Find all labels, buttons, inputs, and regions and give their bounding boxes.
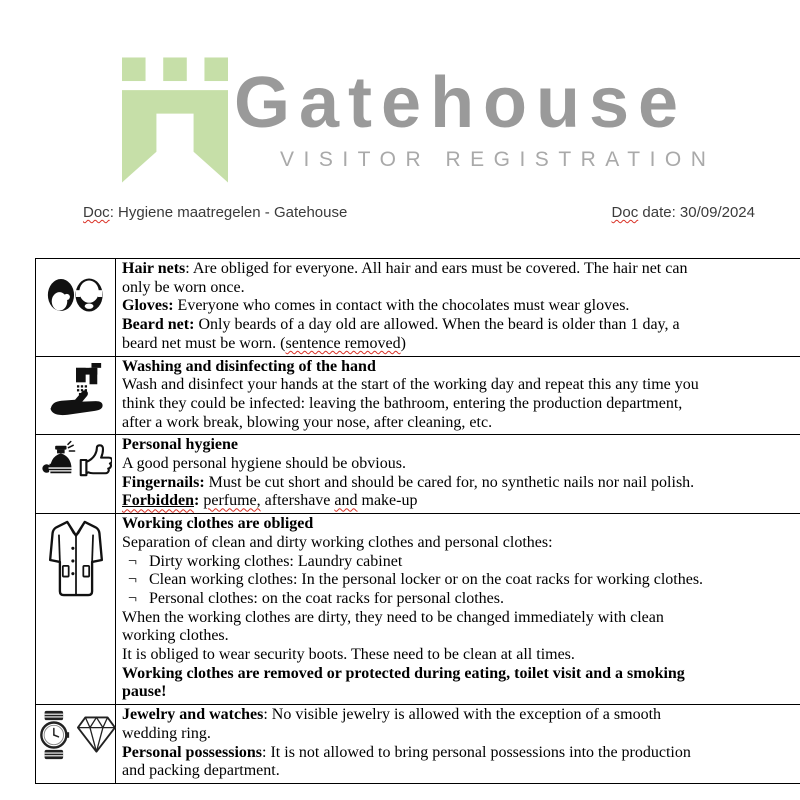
castle-gate-icon: [122, 55, 228, 185]
brand-tagline: VISITOR REGISTRATION: [280, 148, 716, 171]
text-segment: Washing and disinfecting of the hand: [122, 357, 376, 375]
text-segment: perfume,: [203, 492, 261, 510]
text-segment: Everyone who comes in contact with the chocolates must wear gloves.: [173, 297, 630, 315]
rule-paragraph: [122, 571, 714, 590]
rule-icon-cell: [36, 514, 116, 705]
brand-name: Gatehouse: [234, 63, 688, 143]
text-segment: make-up: [357, 492, 418, 510]
text-segment: Forbidden: [122, 492, 195, 510]
rule-paragraph: [122, 474, 714, 493]
table-row: [36, 259, 800, 357]
rule-paragraph: [122, 260, 714, 297]
text-segment: Must be cut short and should be cared for, no synthetic nails nor nail polish.: [204, 473, 695, 491]
text-segment: It is obliged to wear security boots. These need to be clean at all times.: [122, 646, 575, 664]
text-segment: Personal hygiene: [122, 436, 238, 454]
hand-washing-icon: [37, 362, 114, 422]
text-segment: date: 30/09/2024: [638, 204, 755, 221]
gatehouse-logo: [122, 55, 715, 185]
table-row: [36, 435, 800, 514]
text-segment: Gloves:: [122, 297, 174, 315]
bullet-marker: ¬: [128, 552, 138, 570]
text-segment: Doc: [83, 204, 110, 221]
text-segment: ): [400, 334, 406, 352]
rule-icon-cell: [36, 705, 116, 784]
rule-paragraph: [122, 590, 714, 609]
rule-text-cell: [116, 705, 800, 784]
text-segment: and: [334, 492, 358, 510]
rule-icon-cell: [36, 435, 116, 514]
text-segment: Hair nets: [122, 260, 186, 277]
text-segment: Doc: [611, 204, 639, 221]
rule-text-cell: [116, 356, 800, 435]
text-segment: Jewelry and watches: [122, 706, 264, 724]
doc-date: [612, 204, 755, 221]
text-segment: Separation of clean and dirty working clothes and personal clothes:: [122, 533, 553, 551]
rule-paragraph: [122, 436, 714, 455]
rule-paragraph: [122, 534, 714, 553]
rule-paragraph: [122, 609, 714, 646]
text-segment: Fingernails:: [122, 473, 205, 491]
rule-paragraph: [122, 646, 714, 665]
text-segment: Clean working clothes: In the personal locker or on the coat racks for working clothes.: [149, 571, 704, 589]
rule-paragraph: [122, 316, 714, 353]
text-segment: Beard net:: [122, 316, 195, 334]
text-segment: Personal clothes: on the coat racks for personal clothes.: [149, 589, 504, 607]
bullet-marker: ¬: [128, 589, 138, 607]
table-row: [36, 705, 800, 784]
text-segment: When the working clothes are dirty, they need to be changed immediately with clean working clothes.: [122, 608, 664, 645]
rule-paragraph: [122, 358, 714, 377]
text-segment: sentence removed: [285, 334, 401, 352]
rule-paragraph: [122, 297, 714, 316]
rule-text-cell: [116, 514, 800, 705]
bullet-marker: ¬: [128, 571, 138, 589]
text-segment: :: [194, 492, 200, 510]
text-segment: aftershave: [260, 492, 335, 510]
doc-title: [83, 204, 347, 221]
text-segment: : No visible jewelry is allowed with the exception of a smooth wedding ring.: [122, 706, 662, 742]
table-row: [36, 356, 800, 435]
hair-beard-heads-icon: [37, 264, 114, 328]
text-segment: Working clothes are obliged: [122, 515, 314, 533]
text-segment: : Are obliged for everyone. All hair and ears must be covered. The hair net can only be worn once.: [122, 260, 688, 296]
text-segment: : Hygiene maatregelen - Gatehouse: [109, 204, 348, 221]
text-segment: Dirty working clothes: Laundry cabinet: [149, 552, 403, 570]
text-segment: : It is not allowed to bring personal possessions into the production and packing department.: [122, 743, 691, 780]
logo-text-block: [234, 55, 715, 172]
lab-coat-icon: [37, 519, 114, 599]
doc-meta-row: [83, 204, 755, 221]
watch-diamond-icon: [37, 710, 114, 760]
rule-paragraph: [122, 665, 714, 702]
rule-text-cell: [116, 259, 800, 357]
rule-paragraph: [122, 744, 714, 781]
rule-icon-cell: [36, 356, 116, 435]
text-segment: Wash and disinfect your hands at the start of the working day and repeat this any time you think they could be infected: leaving the bathroom, entering the production department, after a work break, blowing your nose, after cleaning, etc.: [122, 376, 699, 431]
perfume-thumbs-up-icon: [37, 440, 114, 480]
rule-paragraph: [122, 455, 714, 474]
rule-paragraph: [122, 515, 714, 534]
rule-paragraph: [122, 706, 714, 743]
rule-text-cell: [116, 435, 800, 514]
text-segment: Only beards of a day old are allowed. When the beard is older than 1 day, a beard net must be worn. (: [122, 316, 680, 352]
rule-icon-cell: [36, 259, 116, 357]
text-segment: Personal possessions: [122, 743, 263, 761]
rule-paragraph: [122, 376, 714, 432]
rule-paragraph: [122, 492, 714, 511]
table-row: [36, 514, 800, 705]
hygiene-rules-table: [35, 258, 800, 784]
text-segment: A good personal hygiene should be obvious.: [122, 455, 406, 473]
text-segment: Working clothes are removed or protected during eating, toilet visit and a smoking pause!: [122, 664, 685, 701]
rule-paragraph: [122, 553, 714, 572]
